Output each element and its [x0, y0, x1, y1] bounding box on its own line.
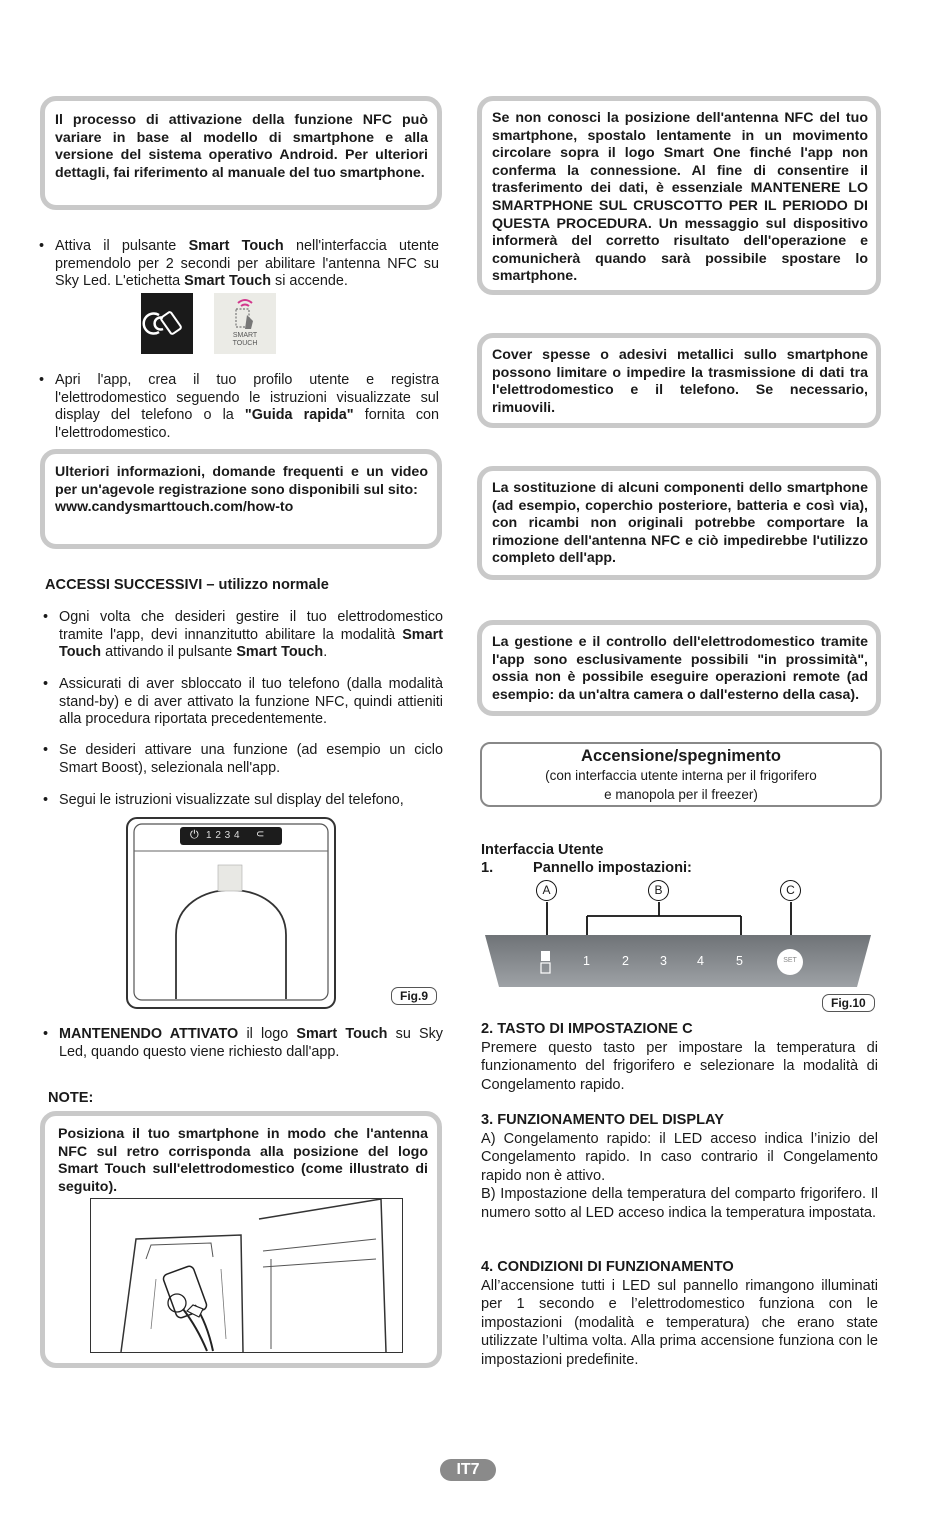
section-4-text: All’accensione tutti i LED sul pannello rimangono illuminati per 1 secondo e l’elettrodomestico funziona con le impostazioni (modalità e temperatura) che erano state utilizzate l’ultima volta. Alla prima accensione funziona con le impostazioni predefinite.: [481, 1277, 878, 1368]
fig9-display-digits: 1 2 3 4: [206, 830, 241, 841]
power-section-box: [480, 742, 882, 807]
note-heading: NOTE:: [48, 1090, 94, 1106]
bullet-dot: •: [43, 609, 49, 625]
section-2-title: 2. TASTO DI IMPOSTAZIONE C: [481, 1021, 693, 1037]
bullet-dot: •: [39, 238, 45, 254]
section-3-a: A) Congelamento rapido: il LED acceso indica l’inizio del Congelamento rapido. In caso contrario il Congelamento rapido non è attivo.: [481, 1130, 878, 1184]
fig9-appliance-drawing: [124, 815, 338, 1011]
info-text: Ulteriori informazioni, domande frequenti e un video per un'agevole registrazione sono disponibili sul sito:: [55, 464, 428, 498]
section-4-title: 4. CONDIZIONI DI FUNZIONAMENTO: [481, 1259, 734, 1275]
power-title: Accensione/spegnimento: [581, 747, 781, 765]
set-button[interactable]: SET: [783, 957, 797, 964]
fig9-label: Fig.9: [391, 987, 437, 1005]
bullet-keep-active: [43, 1026, 444, 1061]
section-2-text: Premere questo tasto per impostare la temperatura di funzionamento del frigorifero e selezionare la modalità di Congelamento rapido.: [481, 1039, 878, 1093]
text-bold: MANTENENDO ATTIVATO: [59, 1026, 239, 1042]
bullet-dot: •: [43, 742, 49, 758]
nfc-tap-icon: [141, 293, 193, 354]
panel-number-5: 5: [736, 954, 743, 968]
bullet-open-app: [39, 372, 440, 442]
panel-number: 1.: [481, 860, 494, 876]
bullet-dot: •: [43, 676, 49, 692]
ui-heading: Interfaccia Utente: [481, 842, 604, 858]
info-url: www.candysmarttouch.com/how-to: [55, 499, 294, 516]
proximity-note-text: La gestione e il controllo dell'elettrodomestico tramite l'app sono esclusivamente possibili "in prossimità", ossia non è possibile eseguire operazioni remote (ad esempio: da un'altra camera o dall'esterno della casa).: [492, 634, 868, 703]
text: Attiva il pulsante: [55, 238, 189, 254]
bullet-unlock-phone: [43, 676, 443, 729]
accessi-heading: ACCESSI SUCCESSIVI – utilizzo normale: [45, 577, 329, 593]
cover-note-text: Cover spesse o adesivi metallici sullo smartphone possono limitare o impedire la trasmissione di dati tra l'elettrodomestico e il telefono. Se necessario, rimuovili.: [492, 347, 868, 416]
proximity-note-box: [477, 620, 881, 716]
power-icon: ⏻: [190, 829, 199, 841]
text-bold: Smart Touch: [188, 238, 284, 254]
power-subtitle-1: (con interfaccia utente interna per il frigorifero: [545, 768, 817, 783]
smart-touch-icon: [214, 293, 276, 354]
section-3-b: B) Impostazione della temperatura del comparto frigorifero. Il numero sotto al LED acceso indica la temperatura impostata.: [481, 1186, 878, 1221]
fig9-nfc-icon: ⊂: [256, 829, 265, 840]
text: nell'interfaccia utente premendolo per 2 secondi per abilitare l'antenna NFC su Sky Led. L'etichetta: [55, 238, 439, 290]
text: su Sky Led, quando questo viene richiesto dall'app.: [59, 1026, 444, 1060]
section-setting-key: [481, 1020, 878, 1094]
parts-note-text: La sostituzione di alcuni componenti dello smartphone (ad esempio, coperchio posteriore, batteria e così via), con ricambi non originali potrebbe comportare la rimozione dell'antenna NFC e ciò impedirebbe l'utilizzo completo dell'app.: [492, 480, 868, 567]
control-panel: [485, 935, 871, 987]
info-box: [40, 449, 442, 549]
text-bold: Smart Touch: [184, 273, 272, 290]
text-bold: Smart Touch: [59, 626, 443, 661]
cover-note-box: [477, 333, 881, 428]
smart-label: SMART: [232, 332, 258, 339]
panel-number-4: 4: [697, 954, 704, 968]
bullet-dot: •: [39, 372, 45, 388]
text-bold: "Guida rapida": [244, 407, 354, 424]
page-number: IT7: [440, 1459, 496, 1481]
nfc-note-text: Il processo di attivazione della funzione NFC può variare in base al modello di smartphone e alla versione del sistema operativo Android. Per ulteriori dettagli, fai riferimento al manuale del tuo smartphone.: [55, 112, 428, 181]
antenna-note-box: [477, 96, 881, 295]
bullet-activate-function: [43, 742, 443, 777]
text: attivando il pulsante: [101, 644, 237, 661]
bullet-follow-instructions: [43, 792, 443, 810]
callout-b: B: [648, 880, 669, 901]
section-display: [481, 1111, 878, 1222]
callout-a: A: [536, 880, 557, 901]
nfc-note-box: [40, 96, 442, 210]
panel-number-1: 1: [583, 954, 590, 968]
text: fornita con l'elettrodomestico.: [55, 407, 440, 441]
section-operating-conditions: [481, 1258, 878, 1369]
panel-heading: Pannello impostazioni:: [533, 860, 692, 876]
touch-label: TOUCH: [232, 340, 258, 347]
text: Se desideri attivare una funzione (ad esempio un ciclo Smart Boost), selezionala nell'app.: [59, 742, 443, 776]
bullet-dot: •: [43, 1026, 49, 1042]
callout-c: C: [780, 880, 801, 901]
text-bold: Smart Touch: [236, 644, 324, 661]
text-bold: Smart Touch: [296, 1026, 388, 1042]
fig10-label: Fig.10: [822, 994, 875, 1012]
phone-on-appliance-illustration: [90, 1198, 403, 1353]
parts-note-box: [477, 466, 881, 580]
text: si accende.: [271, 273, 348, 290]
text: Ogni volta che desideri gestire il tuo elettrodomestico tramite l'app, devi innanzitutto abilitare la modalità: [59, 609, 443, 643]
text: il logo: [238, 1026, 297, 1042]
text: .: [323, 644, 328, 661]
bullet-dot: •: [43, 792, 49, 808]
text: Segui le istruzioni visualizzate sul display del telefono,: [59, 792, 404, 808]
note-text: Posiziona il tuo smartphone in modo che l'antenna NFC sul retro corrisponda alla posizione del logo Smart Touch sull'elettrodomestico (come illustrato di seguito).: [58, 1126, 428, 1195]
text: Apri l'app, crea il tuo profilo utente e registra l'elettrodomestico seguendo le istruzioni visualizzate sul display del telefono o la: [55, 372, 439, 424]
antenna-note-text: Se non conosci la posizione dell'antenna NFC del tuo smartphone, spostalo lentamente in un movimento circolare sopra il logo Smart One finché l'app non conferma la connessione. Al fine di consentire il trasferimento dei dati, è essenziale MANTENERE LO SMARTPHONE SUL CRUSCOTTO PER IL PERIODO DI QUESTA PROCEDURA. Un messaggio sul dispositivo informerà del corretto risultato dell'operazione e comunicherà quando sarà possibile spostare lo smartphone.: [492, 110, 868, 285]
bullet-every-time: [43, 609, 443, 662]
bullet-activate-smart-touch: [39, 238, 439, 291]
panel-number-2: 2: [622, 954, 629, 968]
section-3-title: 3. FUNZIONAMENTO DEL DISPLAY: [481, 1112, 724, 1128]
text: Assicurati di aver sbloccato il tuo telefono (dalla modalità stand-by) e di aver attivato la funzione NFC, quindi attieniti alla procedura riportata precedentemente.: [59, 676, 443, 728]
panel-number-3: 3: [660, 954, 667, 968]
power-subtitle-2: e manopola per il freezer): [604, 787, 758, 802]
